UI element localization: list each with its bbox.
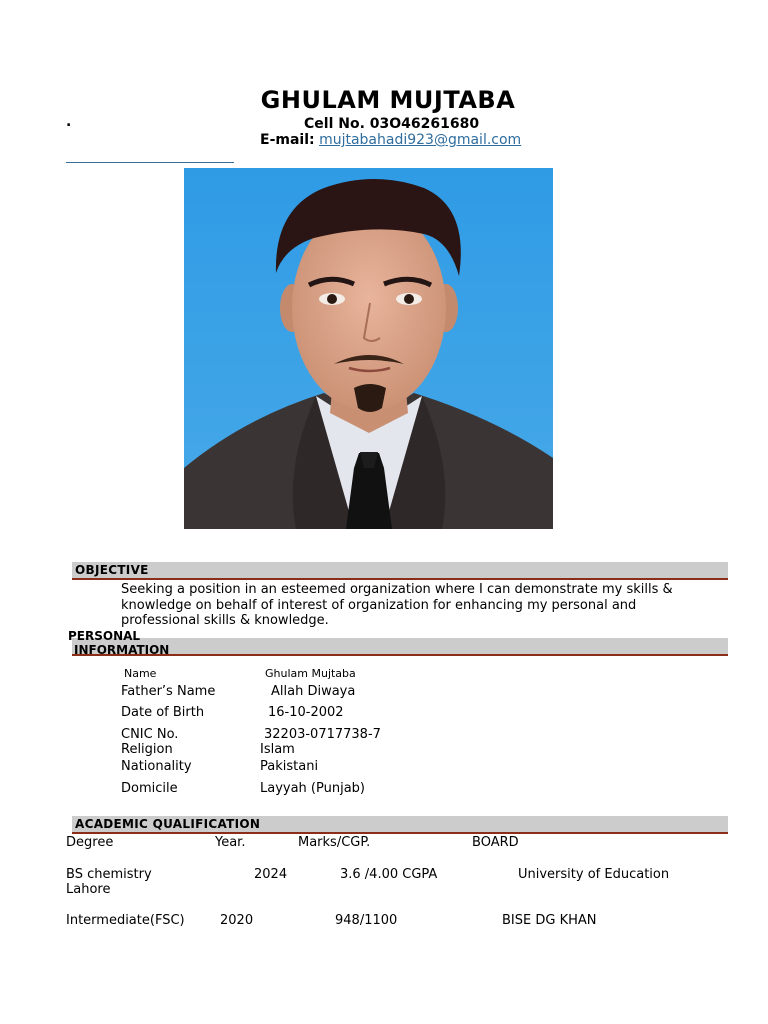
col-header-marks: Marks/CGP. xyxy=(298,835,371,850)
board-cell-continued: Lahore xyxy=(66,882,111,897)
objective-heading: OBJECTIVE xyxy=(75,563,149,577)
objective-text: Seeking a position in an esteemed organization where I can demonstrate my skills & knowledge on behalf of interest of organization for enhancing my personal and professional skills & knowledge. xyxy=(121,582,673,628)
degree-cell: BS chemistry xyxy=(66,867,152,882)
header-divider xyxy=(66,162,234,163)
personal-info-section-header xyxy=(72,638,728,656)
cell-number: Cell No. 03O46261680 xyxy=(304,116,480,132)
degree-cell: Intermediate(FSC) xyxy=(66,913,185,928)
objective-section-header xyxy=(72,562,728,580)
profile-photo xyxy=(184,168,553,529)
father-name-label: Father’s Name xyxy=(121,684,216,699)
cnic-value: 32203-0717738-7 xyxy=(264,727,381,742)
col-header-degree: Degree xyxy=(66,835,114,850)
domicile-label: Domicile xyxy=(121,781,178,796)
year-cell: 2024 xyxy=(254,867,288,882)
dob-value: 16-10-2002 xyxy=(268,705,344,720)
dob-label: Date of Birth xyxy=(121,705,205,720)
email-row xyxy=(260,132,521,148)
col-header-year: Year. xyxy=(215,835,246,850)
cnic-label: CNIC No. xyxy=(121,727,179,742)
religion-value: Islam xyxy=(260,742,295,757)
email-label: E-mail: xyxy=(260,132,315,148)
personal-heading-line1: PERSONAL xyxy=(68,629,141,643)
academic-section-header xyxy=(72,816,728,834)
email-link[interactable]: mujtabahadi923@gmail.com xyxy=(319,132,522,148)
domicile-value: Layyah (Punjab) xyxy=(260,781,365,796)
candidate-name: GHULAM MUJTABA xyxy=(260,86,516,114)
board-cell: BISE DG KHAN xyxy=(502,913,597,928)
bullet-mark: . xyxy=(66,114,72,130)
marks-cell: 948/1100 xyxy=(335,913,398,928)
personal-heading-line2: INFORMATION xyxy=(74,643,170,657)
father-name-value: Allah Diwaya xyxy=(271,684,356,699)
marks-cell: 3.6 /4.00 CGPA xyxy=(340,867,438,882)
academic-heading: ACADEMIC QUALIFICATION xyxy=(75,817,261,831)
col-header-board: BOARD xyxy=(472,835,519,850)
name-value: Ghulam Mujtaba xyxy=(265,667,356,680)
name-label: Name xyxy=(124,667,157,680)
board-cell: University of Education xyxy=(518,867,670,882)
year-cell: 2020 xyxy=(220,913,254,928)
nationality-label: Nationality xyxy=(121,759,192,774)
religion-label: Religion xyxy=(121,742,173,757)
nationality-value: Pakistani xyxy=(260,759,319,774)
